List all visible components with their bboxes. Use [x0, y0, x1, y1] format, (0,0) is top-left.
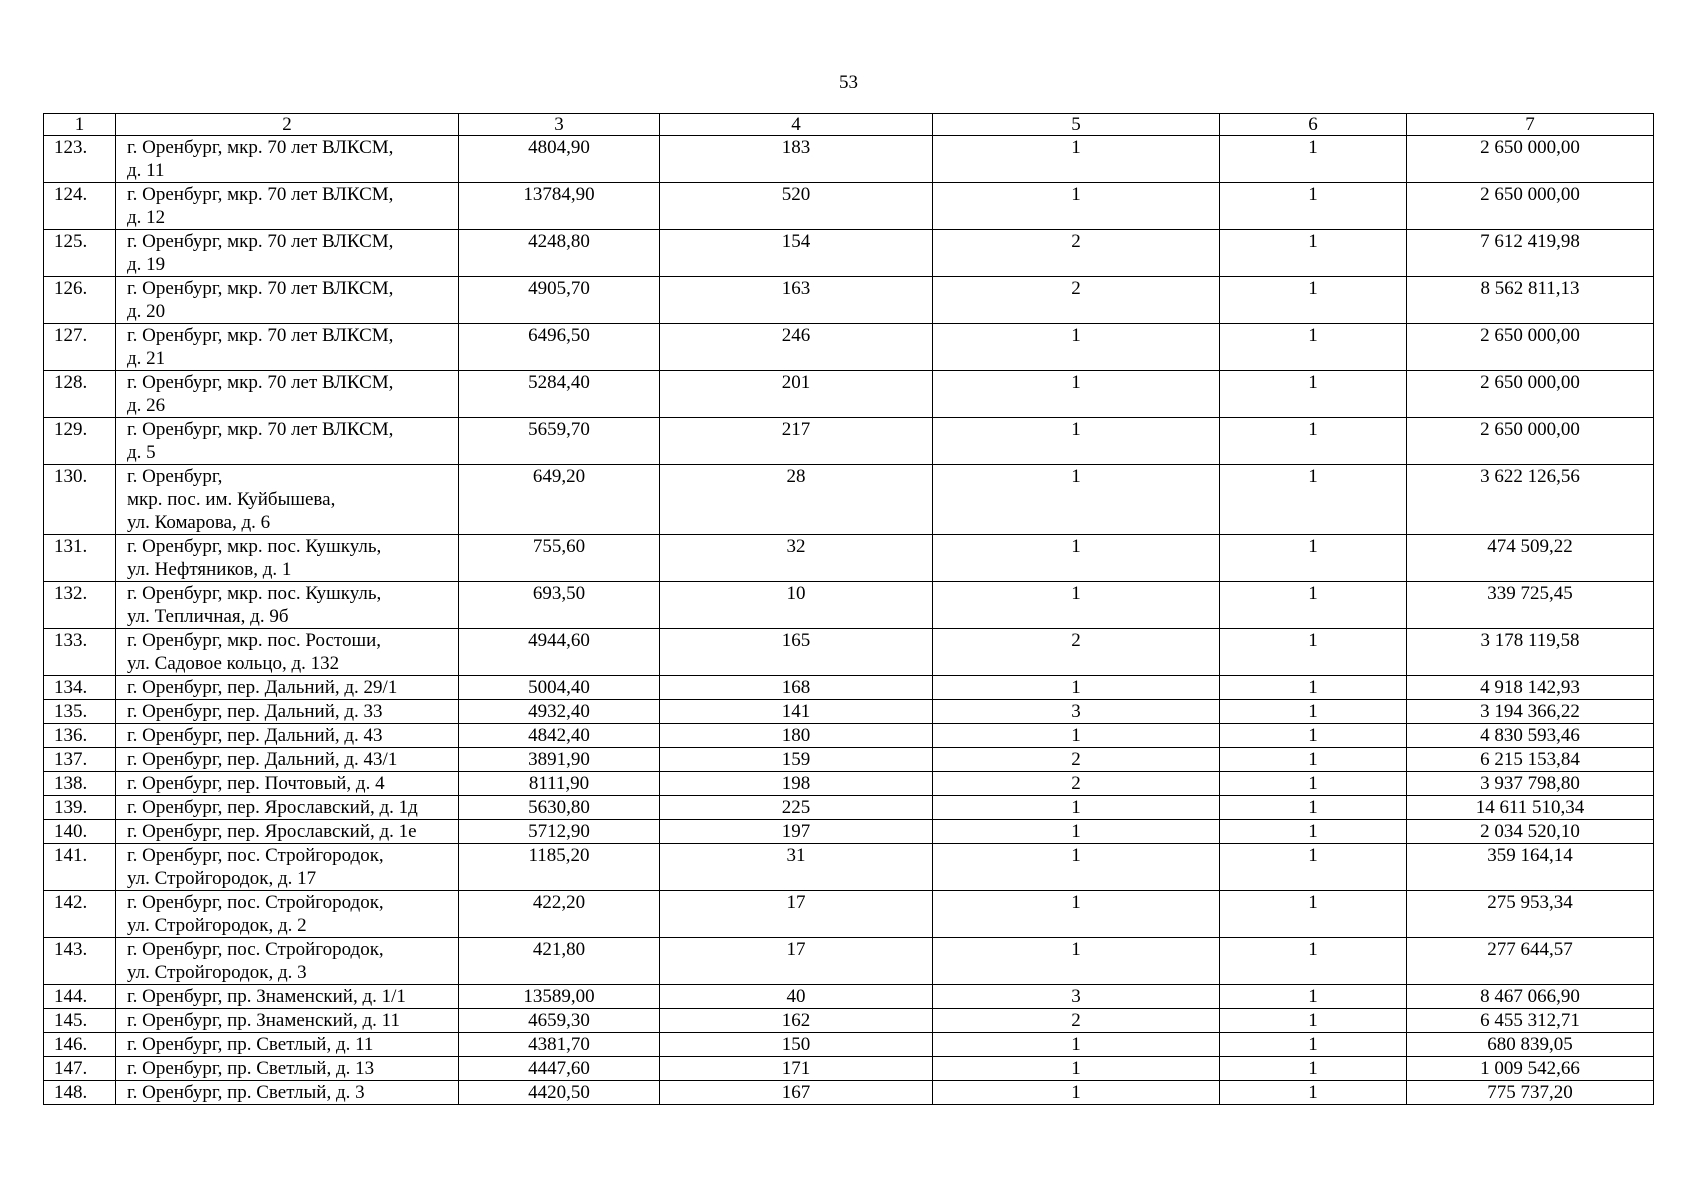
row-number-cell: 123.	[44, 136, 116, 183]
residents-cell: 197	[660, 820, 933, 844]
column-6-cell: 1	[1220, 772, 1407, 796]
cost-cell: 1 009 542,66	[1407, 1057, 1654, 1081]
cost-cell: 4 918 142,93	[1407, 676, 1654, 700]
cost-cell: 2 650 000,00	[1407, 324, 1654, 371]
cost-cell: 474 509,22	[1407, 535, 1654, 582]
table-row	[44, 371, 1654, 418]
address-cell: г. Оренбург, мкр. 70 лет ВЛКСМ, д. 20	[116, 277, 459, 324]
column-5-cell: 1	[933, 582, 1220, 629]
row-number-cell: 140.	[44, 820, 116, 844]
table-row	[44, 465, 1654, 535]
residents-cell: 180	[660, 724, 933, 748]
column-6-cell: 1	[1220, 535, 1407, 582]
table-row	[44, 796, 1654, 820]
row-number-cell: 135.	[44, 700, 116, 724]
table-row	[44, 324, 1654, 371]
cost-cell: 3 178 119,58	[1407, 629, 1654, 676]
column-6-cell: 1	[1220, 844, 1407, 891]
cost-cell: 2 650 000,00	[1407, 183, 1654, 230]
column-6-cell: 1	[1220, 700, 1407, 724]
residents-cell: 201	[660, 371, 933, 418]
column-5-cell: 2	[933, 748, 1220, 772]
area-cell: 1185,20	[459, 844, 660, 891]
address-cell: г. Оренбург, мкр. 70 лет ВЛКСМ, д. 5	[116, 418, 459, 465]
cost-cell: 277 644,57	[1407, 938, 1654, 985]
column-6-cell: 1	[1220, 1081, 1407, 1105]
header-cell-4: 4	[660, 114, 933, 136]
area-cell: 4944,60	[459, 629, 660, 676]
address-cell: г. Оренбург, пер. Дальний, д. 43	[116, 724, 459, 748]
column-5-cell: 1	[933, 324, 1220, 371]
address-cell: г. Оренбург, мкр. пос. Кушкуль, ул. Тепличная, д. 9б	[116, 582, 459, 629]
residents-cell: 28	[660, 465, 933, 535]
address-cell: г. Оренбург, пер. Дальний, д. 29/1	[116, 676, 459, 700]
residents-cell: 17	[660, 938, 933, 985]
residents-cell: 246	[660, 324, 933, 371]
area-cell: 4905,70	[459, 277, 660, 324]
row-number-cell: 141.	[44, 844, 116, 891]
area-cell: 6496,50	[459, 324, 660, 371]
row-number-cell: 142.	[44, 891, 116, 938]
column-6-cell: 1	[1220, 676, 1407, 700]
table-row	[44, 724, 1654, 748]
column-5-cell: 2	[933, 772, 1220, 796]
column-6-cell: 1	[1220, 1057, 1407, 1081]
table-row	[44, 230, 1654, 277]
column-6-cell: 1	[1220, 629, 1407, 676]
residents-cell: 198	[660, 772, 933, 796]
row-number-cell: 138.	[44, 772, 116, 796]
column-5-cell: 1	[933, 796, 1220, 820]
area-cell: 8111,90	[459, 772, 660, 796]
cost-cell: 6 455 312,71	[1407, 1009, 1654, 1033]
table-row	[44, 676, 1654, 700]
table-row	[44, 1081, 1654, 1105]
column-5-cell: 1	[933, 938, 1220, 985]
cost-cell: 2 650 000,00	[1407, 371, 1654, 418]
residents-cell: 10	[660, 582, 933, 629]
column-6-cell: 1	[1220, 1009, 1407, 1033]
address-cell: г. Оренбург, пер. Дальний, д. 33	[116, 700, 459, 724]
column-6-cell: 1	[1220, 136, 1407, 183]
row-number-cell: 125.	[44, 230, 116, 277]
row-number-cell: 131.	[44, 535, 116, 582]
address-cell: г. Оренбург, пр. Светлый, д. 11	[116, 1033, 459, 1057]
table-row	[44, 891, 1654, 938]
table-row	[44, 1009, 1654, 1033]
page-number: 53	[839, 72, 858, 93]
table-row	[44, 1057, 1654, 1081]
area-cell: 4804,90	[459, 136, 660, 183]
cost-cell: 8 562 811,13	[1407, 277, 1654, 324]
residents-cell: 163	[660, 277, 933, 324]
table-row	[44, 772, 1654, 796]
table-row	[44, 136, 1654, 183]
row-number-cell: 132.	[44, 582, 116, 629]
row-number-cell: 136.	[44, 724, 116, 748]
column-6-cell: 1	[1220, 418, 1407, 465]
table-row	[44, 844, 1654, 891]
table-row	[44, 582, 1654, 629]
address-cell: г. Оренбург, пр. Светлый, д. 3	[116, 1081, 459, 1105]
cost-cell: 4 830 593,46	[1407, 724, 1654, 748]
area-cell: 4932,40	[459, 700, 660, 724]
cost-cell: 775 737,20	[1407, 1081, 1654, 1105]
address-cell: г. Оренбург, пер. Ярославский, д. 1е	[116, 820, 459, 844]
table-row	[44, 629, 1654, 676]
address-cell: г. Оренбург, мкр. пос. Кушкуль, ул. Нефтяников, д. 1	[116, 535, 459, 582]
column-5-cell: 3	[933, 700, 1220, 724]
row-number-cell: 130.	[44, 465, 116, 535]
column-6-cell: 1	[1220, 724, 1407, 748]
area-cell: 13589,00	[459, 985, 660, 1009]
row-number-cell: 148.	[44, 1081, 116, 1105]
column-6-cell: 1	[1220, 277, 1407, 324]
cost-cell: 14 611 510,34	[1407, 796, 1654, 820]
row-number-cell: 127.	[44, 324, 116, 371]
column-6-cell: 1	[1220, 582, 1407, 629]
column-5-cell: 1	[933, 820, 1220, 844]
residents-cell: 183	[660, 136, 933, 183]
area-cell: 5004,40	[459, 676, 660, 700]
residents-cell: 171	[660, 1057, 933, 1081]
residents-cell: 17	[660, 891, 933, 938]
cost-cell: 2 034 520,10	[1407, 820, 1654, 844]
residents-cell: 165	[660, 629, 933, 676]
area-cell: 13784,90	[459, 183, 660, 230]
table-header-row	[44, 114, 1654, 136]
cost-cell: 680 839,05	[1407, 1033, 1654, 1057]
cost-cell: 3 194 366,22	[1407, 700, 1654, 724]
residents-cell: 31	[660, 844, 933, 891]
header-cell-3: 3	[459, 114, 660, 136]
area-cell: 422,20	[459, 891, 660, 938]
address-cell: г. Оренбург, мкр. 70 лет ВЛКСМ, д. 11	[116, 136, 459, 183]
area-cell: 755,60	[459, 535, 660, 582]
column-6-cell: 1	[1220, 324, 1407, 371]
area-cell: 421,80	[459, 938, 660, 985]
column-5-cell: 1	[933, 676, 1220, 700]
column-5-cell: 1	[933, 418, 1220, 465]
address-cell: г. Оренбург, пос. Стройгородок, ул. Стройгородок, д. 17	[116, 844, 459, 891]
column-6-cell: 1	[1220, 748, 1407, 772]
table-row	[44, 1033, 1654, 1057]
address-cell: г. Оренбург, мкр. 70 лет ВЛКСМ, д. 12	[116, 183, 459, 230]
area-cell: 5284,40	[459, 371, 660, 418]
residents-cell: 159	[660, 748, 933, 772]
address-cell: г. Оренбург, мкр. 70 лет ВЛКСМ, д. 21	[116, 324, 459, 371]
column-5-cell: 3	[933, 985, 1220, 1009]
column-6-cell: 1	[1220, 230, 1407, 277]
address-cell: г. Оренбург, пос. Стройгородок, ул. Стройгородок, д. 3	[116, 938, 459, 985]
column-5-cell: 1	[933, 183, 1220, 230]
column-6-cell: 1	[1220, 938, 1407, 985]
table-row	[44, 183, 1654, 230]
column-6-cell: 1	[1220, 985, 1407, 1009]
column-5-cell: 1	[933, 465, 1220, 535]
address-cell: г. Оренбург, мкр. 70 лет ВЛКСМ, д. 19	[116, 230, 459, 277]
cost-cell: 6 215 153,84	[1407, 748, 1654, 772]
table-row	[44, 748, 1654, 772]
area-cell: 4447,60	[459, 1057, 660, 1081]
address-cell: г. Оренбург, пер. Дальний, д. 43/1	[116, 748, 459, 772]
area-cell: 3891,90	[459, 748, 660, 772]
column-5-cell: 1	[933, 535, 1220, 582]
residents-cell: 154	[660, 230, 933, 277]
column-5-cell: 1	[933, 1033, 1220, 1057]
row-number-cell: 134.	[44, 676, 116, 700]
column-5-cell: 1	[933, 136, 1220, 183]
table-row	[44, 938, 1654, 985]
column-5-cell: 1	[933, 724, 1220, 748]
header-cell-5: 5	[933, 114, 1220, 136]
area-cell: 693,50	[459, 582, 660, 629]
cost-cell: 339 725,45	[1407, 582, 1654, 629]
area-cell: 4248,80	[459, 230, 660, 277]
residents-cell: 162	[660, 1009, 933, 1033]
address-cell: г. Оренбург, пос. Стройгородок, ул. Стройгородок, д. 2	[116, 891, 459, 938]
column-6-cell: 1	[1220, 371, 1407, 418]
header-cell-2: 2	[116, 114, 459, 136]
column-6-cell: 1	[1220, 891, 1407, 938]
address-cell: г. Оренбург, пр. Светлый, д. 13	[116, 1057, 459, 1081]
residents-cell: 141	[660, 700, 933, 724]
address-cell: г. Оренбург, пер. Ярославский, д. 1д	[116, 796, 459, 820]
cost-cell: 3 622 126,56	[1407, 465, 1654, 535]
column-5-cell: 2	[933, 230, 1220, 277]
row-number-cell: 146.	[44, 1033, 116, 1057]
column-5-cell: 1	[933, 844, 1220, 891]
column-6-cell: 1	[1220, 183, 1407, 230]
residents-cell: 168	[660, 676, 933, 700]
column-6-cell: 1	[1220, 1033, 1407, 1057]
row-number-cell: 126.	[44, 277, 116, 324]
cost-cell: 2 650 000,00	[1407, 136, 1654, 183]
row-number-cell: 147.	[44, 1057, 116, 1081]
row-number-cell: 133.	[44, 629, 116, 676]
cost-cell: 359 164,14	[1407, 844, 1654, 891]
area-cell: 649,20	[459, 465, 660, 535]
row-number-cell: 145.	[44, 1009, 116, 1033]
area-cell: 5630,80	[459, 796, 660, 820]
residents-cell: 32	[660, 535, 933, 582]
table-row	[44, 277, 1654, 324]
column-5-cell: 1	[933, 1081, 1220, 1105]
row-number-cell: 139.	[44, 796, 116, 820]
header-cell-1: 1	[44, 114, 116, 136]
column-5-cell: 1	[933, 371, 1220, 418]
cost-cell: 7 612 419,98	[1407, 230, 1654, 277]
table-row	[44, 985, 1654, 1009]
row-number-cell: 144.	[44, 985, 116, 1009]
table-body	[44, 114, 1654, 1105]
cost-cell: 3 937 798,80	[1407, 772, 1654, 796]
cost-cell: 275 953,34	[1407, 891, 1654, 938]
column-6-cell: 1	[1220, 465, 1407, 535]
area-cell: 5712,90	[459, 820, 660, 844]
column-5-cell: 1	[933, 1057, 1220, 1081]
column-5-cell: 2	[933, 1009, 1220, 1033]
row-number-cell: 137.	[44, 748, 116, 772]
address-cell: г. Оренбург, пр. Знаменский, д. 1/1	[116, 985, 459, 1009]
cost-cell: 8 467 066,90	[1407, 985, 1654, 1009]
area-cell: 5659,70	[459, 418, 660, 465]
residents-cell: 167	[660, 1081, 933, 1105]
table-row	[44, 535, 1654, 582]
table-row	[44, 700, 1654, 724]
residents-cell: 217	[660, 418, 933, 465]
column-6-cell: 1	[1220, 820, 1407, 844]
column-6-cell: 1	[1220, 796, 1407, 820]
row-number-cell: 128.	[44, 371, 116, 418]
row-number-cell: 124.	[44, 183, 116, 230]
area-cell: 4842,40	[459, 724, 660, 748]
column-5-cell: 2	[933, 629, 1220, 676]
header-cell-7: 7	[1407, 114, 1654, 136]
address-cell: г. Оренбург, мкр. 70 лет ВЛКСМ, д. 26	[116, 371, 459, 418]
column-5-cell: 1	[933, 891, 1220, 938]
residents-cell: 225	[660, 796, 933, 820]
table-row	[44, 820, 1654, 844]
housing-registry-table	[43, 113, 1654, 1105]
row-number-cell: 143.	[44, 938, 116, 985]
address-cell: г. Оренбург, пер. Почтовый, д. 4	[116, 772, 459, 796]
residents-cell: 520	[660, 183, 933, 230]
column-5-cell: 2	[933, 277, 1220, 324]
address-cell: г. Оренбург, мкр. пос. Ростоши, ул. Садовое кольцо, д. 132	[116, 629, 459, 676]
area-cell: 4659,30	[459, 1009, 660, 1033]
row-number-cell: 129.	[44, 418, 116, 465]
address-cell: г. Оренбург, мкр. пос. им. Куйбышева, ул. Комарова, д. 6	[116, 465, 459, 535]
address-cell: г. Оренбург, пр. Знаменский, д. 11	[116, 1009, 459, 1033]
residents-cell: 150	[660, 1033, 933, 1057]
cost-cell: 2 650 000,00	[1407, 418, 1654, 465]
area-cell: 4381,70	[459, 1033, 660, 1057]
residents-cell: 40	[660, 985, 933, 1009]
header-cell-6: 6	[1220, 114, 1407, 136]
table-row	[44, 418, 1654, 465]
area-cell: 4420,50	[459, 1081, 660, 1105]
